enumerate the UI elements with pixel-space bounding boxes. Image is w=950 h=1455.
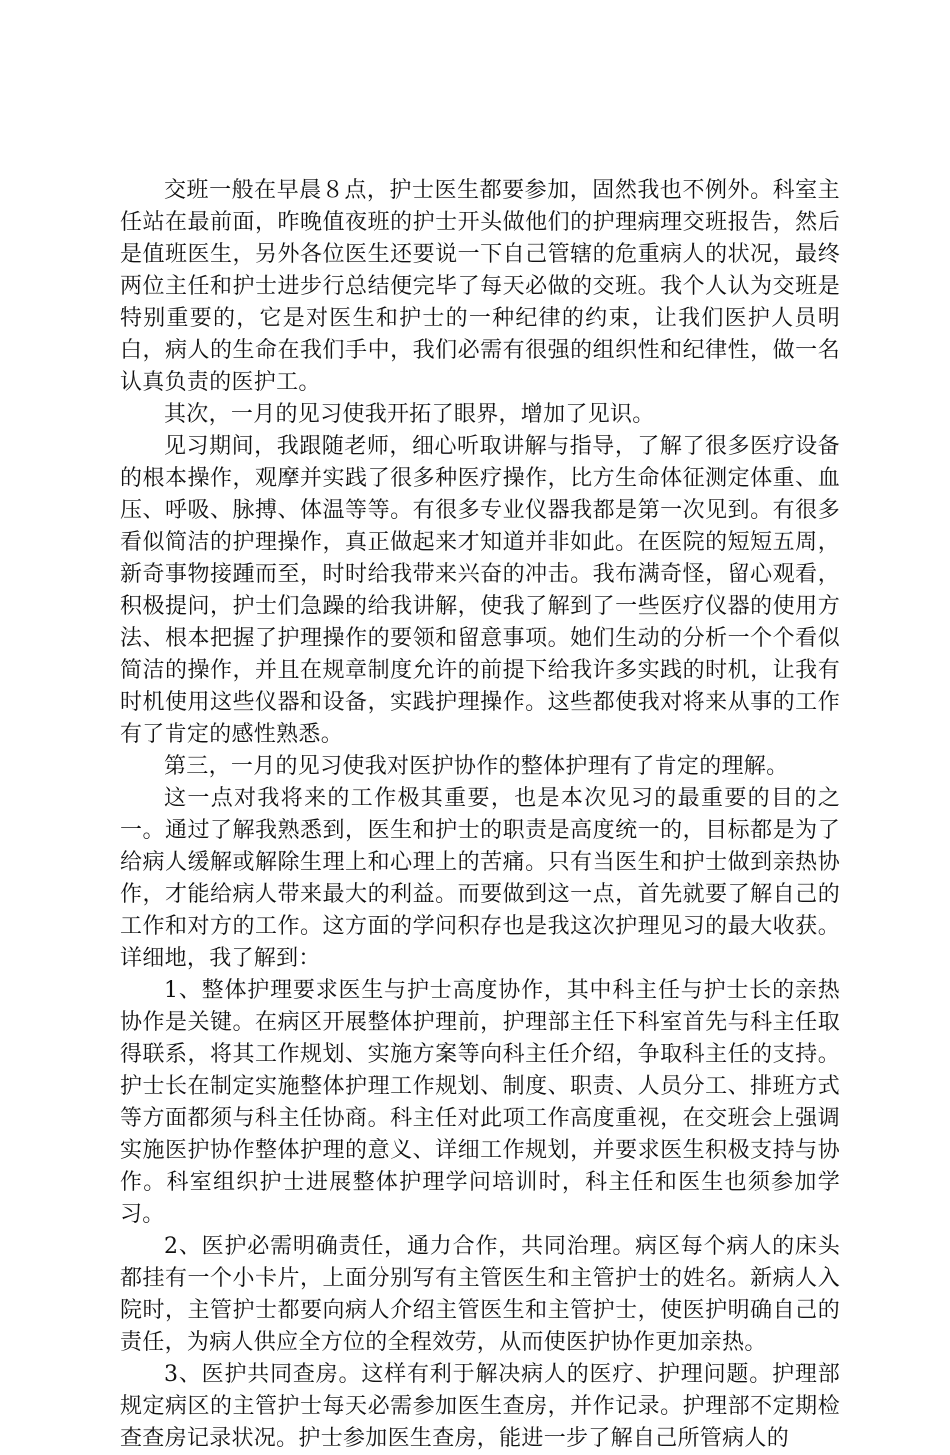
paragraph-third-point: 第三，一月的见习使我对医护协作的整体护理有了肯定的理解。 [164, 754, 789, 779]
paragraph-item-2: 2、医护必需明确责任，通力合作，共同治理。病区每个病人的床头都挂有一个小卡片，上面分别写有主管医生和主管护士的姓名。新病人入院时，主管护士都要向病人介绍主管医生和主管护士，使医护明确自己的责任，为病人供应全方位的全程效劳，从而使医护协作更加亲热。 [120, 1234, 840, 1355]
paragraph-item-3: 3、医护共同查房。这样有利于解决病人的医疗、护理问题。护理部规定病区的主管护士每天必需参加医生查房，并作记录。护理部不定期检查查房记录状况。护士参加医生查房，能进一步了解自己所管病人的 [120, 1362, 840, 1451]
document-page [120, 175, 840, 1455]
paragraph-shift-handover: 交班一般在早晨８点，护士医生都要参加，固然我也不例外。科室主任站在最前面，昨晚值夜班的护士开头做他们的护理病理交班报告，然后是值班医生，另外各位医生还要说一下自己管辖的危重病人的状况，最终两位主任和护士进步行总结便完毕了每天必做的交班。我个人认为交班是特别重要的，它是对医生和护士的一种纪律的约束，让我们医护人员明白，病人的生命在我们手中，我们必需有很强的组织性和纪律性，做一名认真负责的医护工。 [120, 178, 840, 395]
paragraph-item-1: 1、整体护理要求医生与护士高度协作，其中科主任与护士长的亲热协作是关键。在病区开展整体护理前，护理部主任下科室首先与科主任取得联系，将其工作规划、实施方案等向科主任介绍，争取科主任的支持。护士长在制定实施整体护理工作规划、制度、职责、人员分工、排班方式等方面都须与科主任协商。科主任对此项工作高度重视，在交班会上强调实施医护协作整体护理的意义、详细工作规划，并要求医生积极支持与协作。科室组织护士进展整体护理学问培训时，科主任和医生也须参加学习。 [120, 978, 840, 1227]
paragraph-second-point: 其次，一月的见习使我开拓了眼界，增加了见识。 [164, 402, 655, 427]
paragraph-internship-period: 见习期间，我跟随老师，细心听取讲解与指导，了解了很多医疗设备的根本操作，观摩并实践了很多种医疗操作，比方生命体征测定体重、血压、呼吸、脉搏、体温等等。有很多专业仪器我都是第一次见到。有很多看似简洁的护理操作，真正做起来才知道并非如此。在医院的短短五周，新奇事物接踵而至，时时给我带来兴奋的冲击。我布满奇怪，留心观看，积极提问，护士们急躁的给我讲解，使我了解到了一些医疗仪器的使用方法、根本把握了护理操作的要领和留意事项。她们生动的分析一个个看似简洁的操作，并且在规章制度允许的前提下给我许多实践的时机，让我有时机使用这些仪器和设备，实践护理操作。这些都使我对将来从事的工作有了肯定的感性熟悉。 [120, 434, 840, 747]
paragraph-importance: 这一点对我将来的工作极其重要，也是本次见习的最重要的目的之一。通过了解我熟悉到，医生和护士的职责是高度统一的，目标都是为了给病人缓解或解除生理上和心理上的苦痛。只有当医生和护士做到亲热协作，才能给病人带来最大的利益。而要做到这一点，首先就要了解自己的工作和对方的工作。这方面的学问积存也是我这次护理见习的最大收获。详细地，我了解到： [120, 786, 840, 971]
